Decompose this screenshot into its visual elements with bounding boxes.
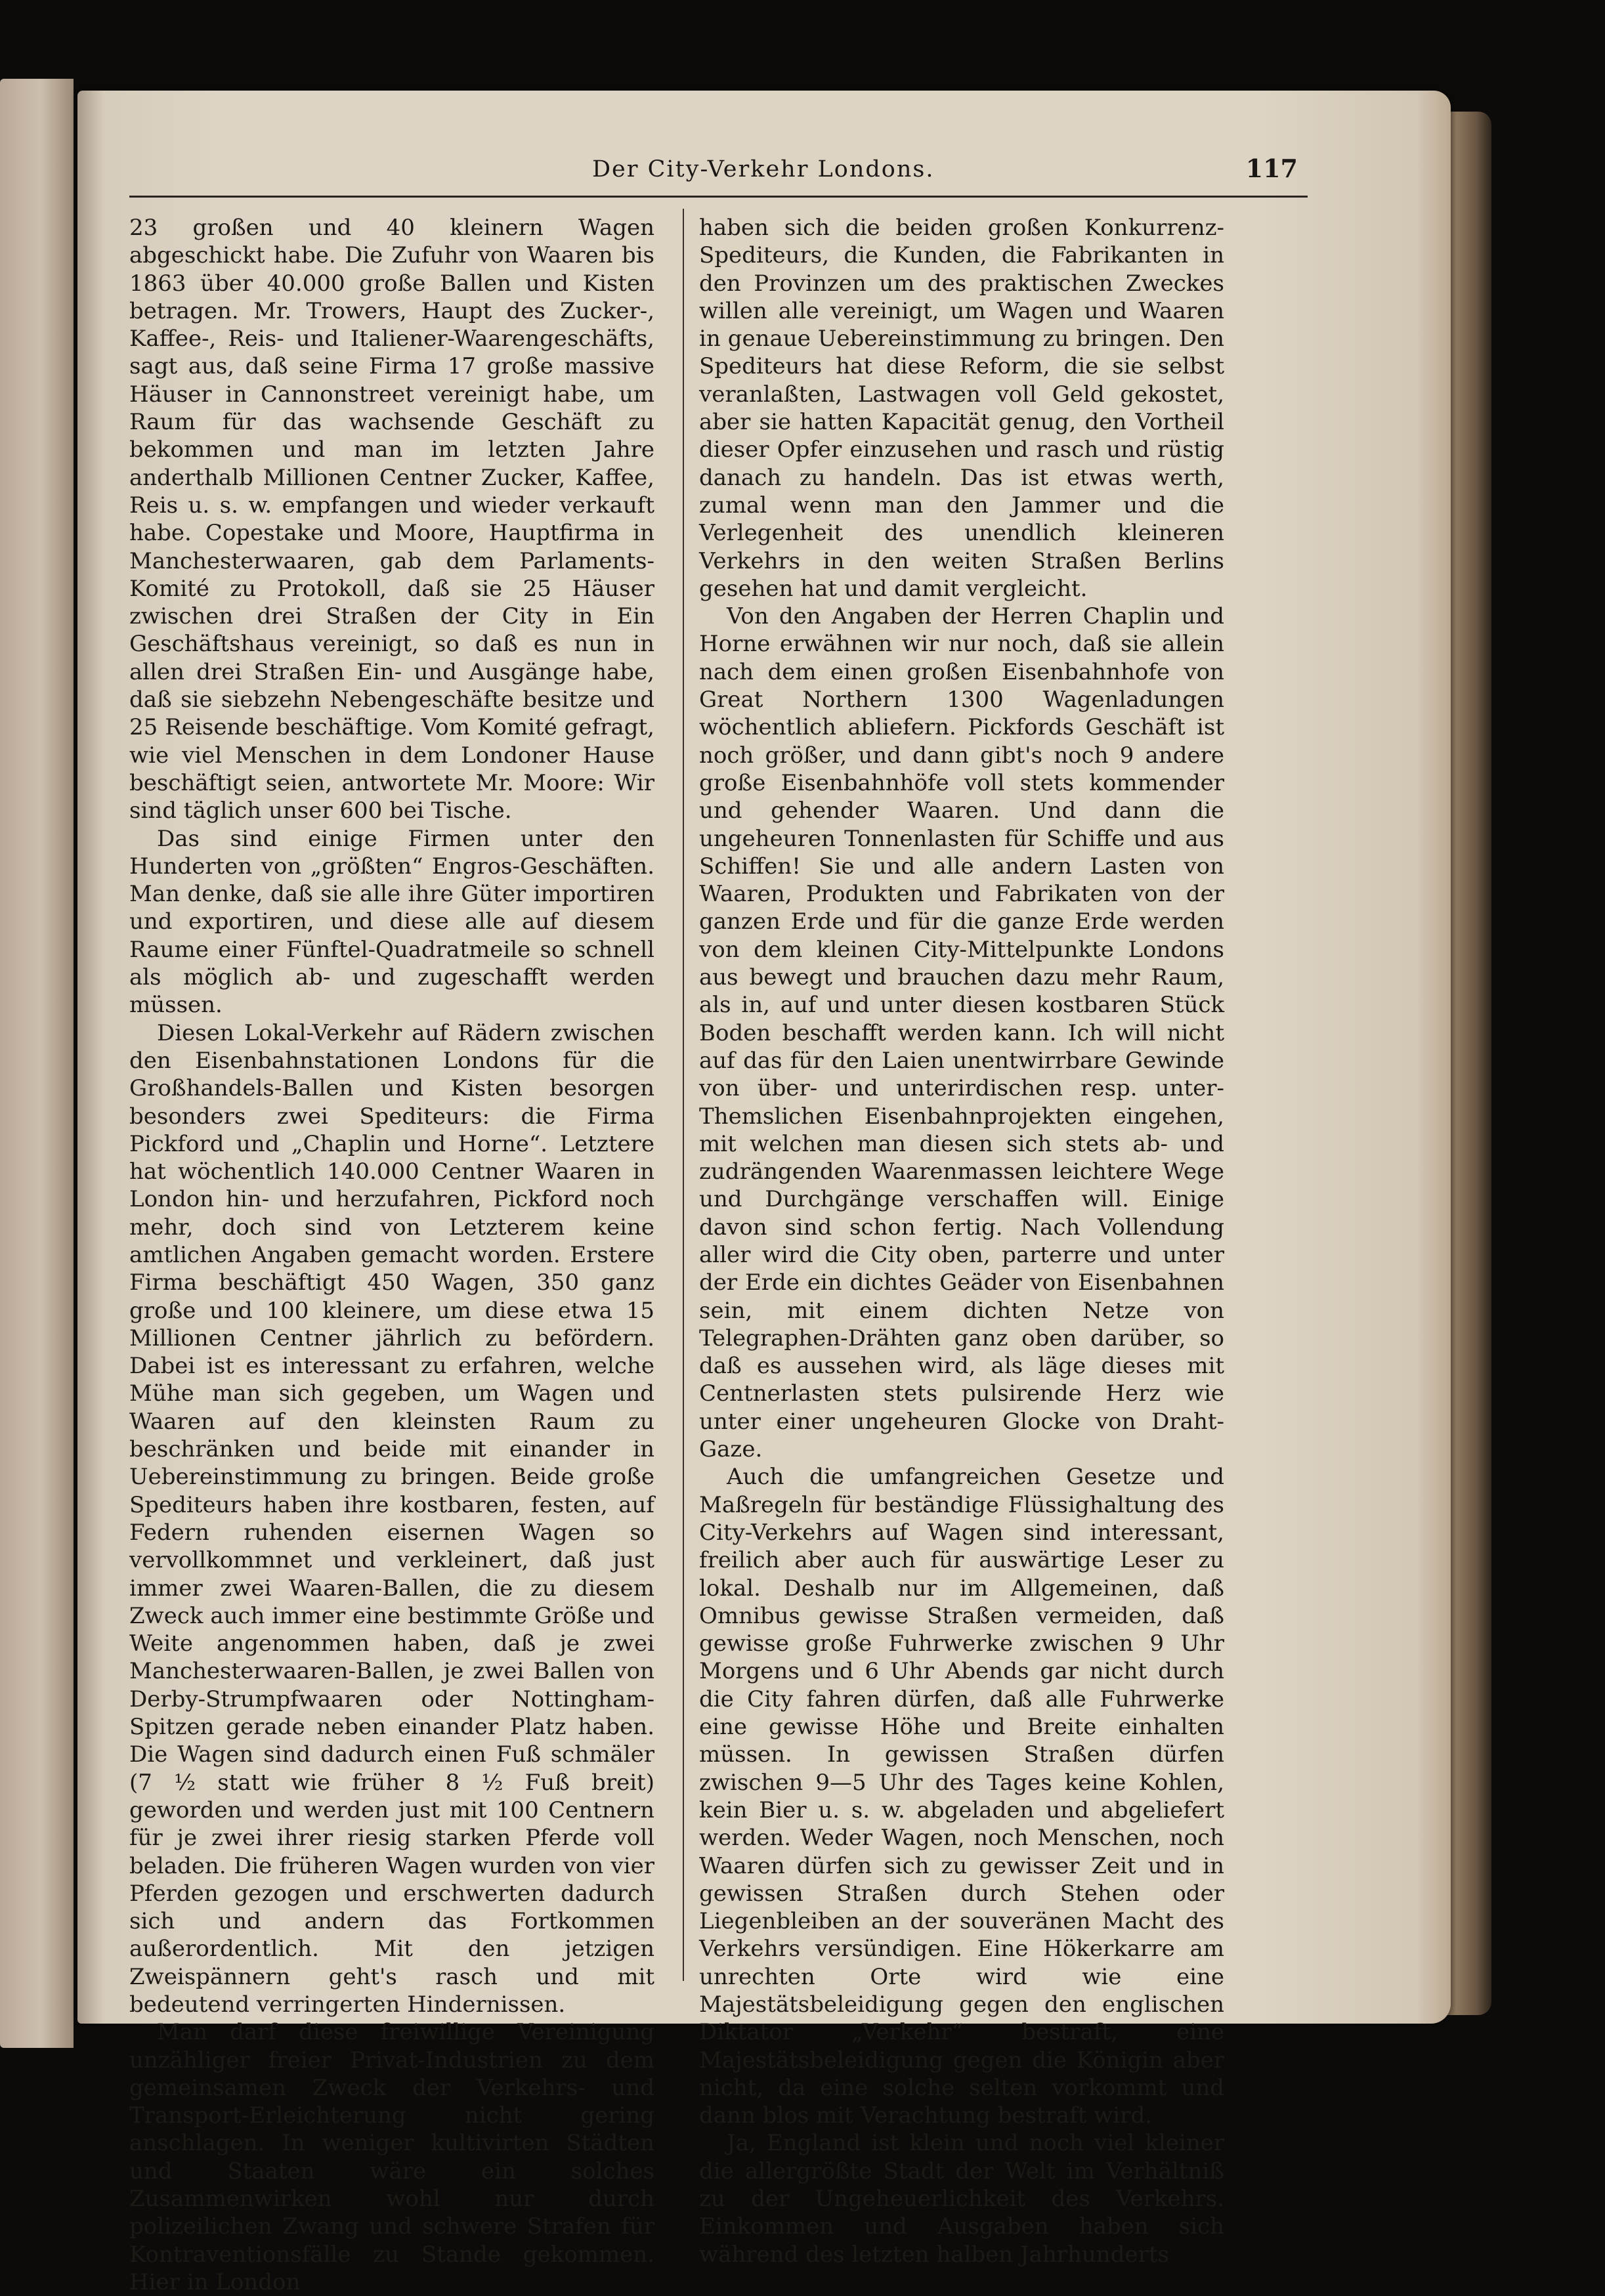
facing-page-edge <box>0 79 74 2048</box>
running-title: Der City-Verkehr Londons. <box>592 156 935 182</box>
page-header <box>129 156 1311 189</box>
paragraph: Diesen Lokal-Verkehr auf Rädern zwischen den Eisenbahnstationen Londons für die Großhandels-Ballen und Kisten besorgen besonders zwei Spediteurs: die Firma Pickford und „Chaplin und Horne“. Letztere hat wöchentlich 140.000 Centner Waaren in London hin- und herzufahren, Pickford noch mehr, doch sind von Letzterem keine amtlichen Angaben gemacht worden. Erstere Firma beschäftigt 450 Wagen, 350 ganz große und 100 kleinere, um diese etwa 15 Millionen Centner jährlich zu befördern. Dabei ist es interessant zu erfahren, welche Mühe man sich gegeben, um Wagen und Waaren auf den kleinsten Raum zu beschränken und beide mit einander in Uebereinstimmung zu bringen. Beide große Spediteurs haben ihre kostbaren, festen, auf Federn ruhenden eisernen Wagen so vervollkommnet und verkleinert, daß just immer zwei Waaren-Ballen, die zu diesem Zweck auch immer eine bestimmte Größe und Weite angenommen haben, daß je zwei Manchesterwaaren-Ballen, je zwei Ballen von Derby-Strumpfwaaren oder Nottingham-Spitzen gerade neben einander Platz haben. Die Wagen sind dadurch einen Fuß schmäler (7 ½ statt wie früher 8 ½ Fuß breit) geworden und werden just mit 100 Centnern für je zwei ihrer riesig starken Pferde voll beladen. Die früheren Wagen wurden von vier Pferden gezogen und erschwerten dadurch sich und andern das Fortkommen außerordentlich. Mit den jetzigen Zweispännern geht's rasch und mit bedeutend verringerten Hindernissen. <box>129 1019 654 2018</box>
paragraph: Ja, England ist klein und noch viel kleiner die allergrößte Stadt der Welt im Verhältniß zu der Ungeheuerlichkeit des Verkehrs. Einkommen und Ausgaben haben sich während des letzten halben Jahrhunderts <box>699 2130 1224 2268</box>
column-divider <box>683 209 684 1981</box>
paragraph: Das sind einige Firmen unter den Hunderten von „größten“ Engros-Geschäften. Man denke, daß sie alle ihre Güter importiren und exportiren, und diese alle auf diesem Raume einer Fünftel-Quadratmeile so schnell als möglich ab- und zugeschafft werden müssen. <box>129 825 654 1019</box>
paragraph: haben sich die beiden großen Konkurrenz-Spediteurs, die Kunden, die Fabrikanten in den Provinzen um des praktischen Zweckes willen alle vereinigt, um Wagen und Waaren in genaue Uebereinstimmung zu bringen. Den Spediteurs hat diese Reform, die sie selbst veranlaßten, Lastwagen voll Geld gekostet, aber sie hatten Kapacität genug, den Vortheil dieser Opfer einzusehen und rasch und rüstig danach zu handeln. Das ist etwas werth, zumal wenn man den Jammer und die Verlegenheit des unendlich kleineren Verkehrs in den weiten Straßen Berlins gesehen hat und damit vergleicht. <box>699 215 1224 602</box>
paragraph: Auch die umfangreichen Gesetze und Maßregeln für beständige Flüssighaltung des City-Verkehrs auf Wagen sind interessant, freilich aber auch für auswärtige Leser zu lokal. Deshalb nur im Allgemeinen, daß Omnibus gewisse Straßen vermeiden, daß gewisse große Fuhrwerke zwischen 9 Uhr Morgens und 6 Uhr Abends gar nicht durch die City fahren dürfen, daß alle Fuhrwerke eine gewisse Höhe und Breite einhalten müssen. In gewissen Straßen dürfen zwischen 9—5 Uhr des Tages keine Kohlen, kein Bier u. s. w. abgeladen und abgeliefert werden. Weder Wagen, noch Menschen, noch Waaren dürfen sich zu gewisser Zeit und in gewissen Straßen durch Stehen oder Liegenbleiben an der souveränen Macht des Verkehrs versündigen. Eine Hökerkarre am unrechten Orte wird wie eine Majestätsbeleidigung gegen den englischen Diktator „Verkehr“ bestraft, eine Majestätsbeleidigung gegen die Königin aber nicht, da eine solche selten vorkommt und dann blos mit Verachtung bestraft wird. <box>699 1464 1224 2129</box>
left-column <box>129 214 654 2295</box>
header-rule <box>129 196 1308 198</box>
paragraph: 23 großen und 40 kleinern Wagen abgeschickt habe. Die Zufuhr von Waaren bis 1863 über 40.000 große Ballen und Kisten betragen. Mr. Trowers, Haupt des Zucker-, Kaffee-, Reis- und Italiener-Waarengeschäfts, sagt aus, daß seine Firma 17 große massive Häuser in Cannonstreet vereinigt habe, um Raum für das wachsende Geschäft zu bekommen und man im letzten Jahre anderthalb Millionen Centner Zucker, Kaffee, Reis u. s. w. empfangen und wieder verkauft habe. Copestake und Moore, Hauptfirma in Manchesterwaaren, gab dem Parlaments-Komité zu Protokoll, daß sie 25 Häuser zwischen drei Straßen der City in Ein Geschäftshaus vereinigt, so daß es nun in allen drei Straßen Ein- und Ausgänge habe, daß sie siebzehn Nebengeschäfte besitze und 25 Reisende beschäftige. Vom Komité gefragt, wie viel Menschen in dem Londoner Hause beschäftigt seien, antwortete Mr. Moore: Wir sind täglich unser 600 bei Tische. <box>129 215 654 824</box>
paragraph: Man darf diese freiwillige Vereinigung unzähliger freier Privat-Industrien zu dem gemeinsamen Zweck der Verkehrs- und Transport-Erleichterung nicht gering anschlagen. In weniger kultivirten Städten und Staaten wäre ein solches Zusammenwirken wohl nur durch polizeilichen Zwang und schwere Strafen für Kontraventionsfälle zu Stande gekommen. Hier in London <box>129 2019 654 2295</box>
page-number: 117 <box>1245 154 1298 183</box>
right-column <box>699 214 1224 2268</box>
paragraph: Von den Angaben der Herren Chaplin und Horne erwähnen wir nur noch, daß sie allein nach dem einen großen Eisenbahnhofe von Great Northern 1300 Wagenladungen wöchentlich abliefern. Pickfords Geschäft ist noch größer, und dann gibt's noch 9 andere große Eisenbahnhöfe voll stets kommender und gehender Waaren. Und dann die ungeheuren Tonnenlasten für Schiffe und aus Schiffen! Sie und alle andern Lasten von Waaren, Produkten und Fabrikaten von der ganzen Erde und für die ganze Erde werden von dem kleinen City-Mittelpunkte Londons aus bewegt und brauchen dazu mehr Raum, als in, auf und unter diesen kostbaren Stück Boden beschafft werden kann. Ich will nicht auf das für den Laien unentwirrbare Gewinde von über- und unterirdischen resp. unter-Themslichen Eisenbahnprojekten eingehen, mit welchen man diesen sich stets ab- und zudrängenden Waarenmassen leichtere Wege und Durchgänge verschaffen will. Einige davon sind schon fertig. Nach Vollendung aller wird die City oben, parterre und unter der Erde ein dichtes Geäder von Eisenbahnen sein, mit einem dichten Netze von Telegraphen-Drähten ganz oben darüber, so daß es aussehen wird, als läge dieses mit Centnerlasten stets pulsirende Herz wie unter einer ungeheuren Glocke von Draht-Gaze. <box>699 603 1224 1463</box>
